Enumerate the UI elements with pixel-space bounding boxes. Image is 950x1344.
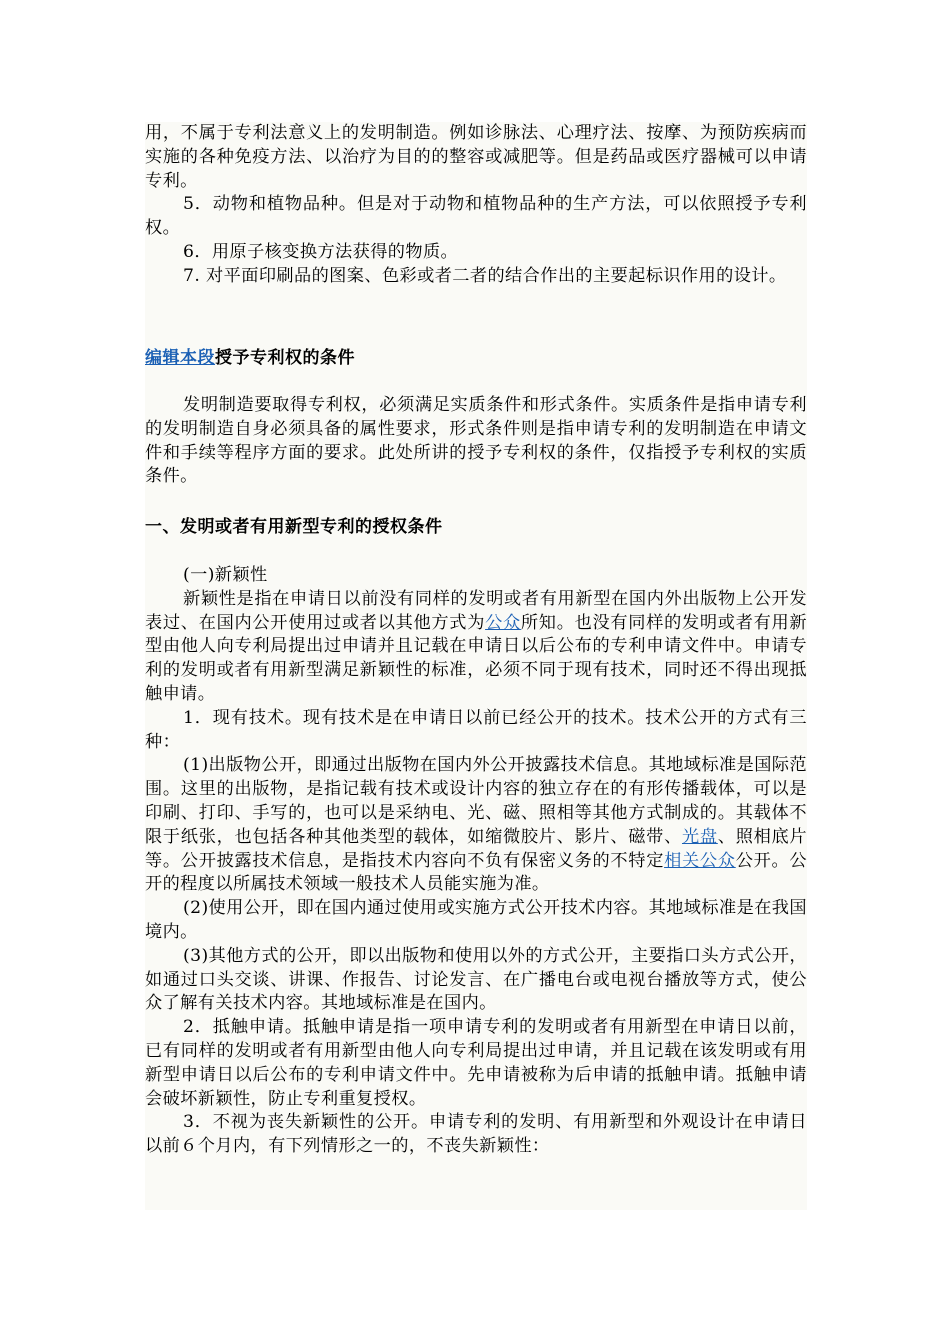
text-segment: 所知。也没有同样的发明或者有用新型由他人向专利局提出过申请并且记载在申请日以后公布的专利申请文件中。申请专利的发明或者有用新型满足新颖性的标准，必须不同于现有技术，同时还不得出现抵触申请。 [145, 612, 807, 704]
paragraph-other-disclosure: (3)其他方式的公开，即以出版物和使用以外的方式公开，主要指口头方式公开，如通过口头交谈、讲课、作报告、讨论发言、在广播电台或电视台播放等方式，使公众了解有关技术内容。其地域标准是在国内。 [145, 945, 807, 1014]
paragraph-grace-period: 3．不视为丧失新颖性的公开。申请专利的发明、有用新型和外观设计在申请日以前６个月内，有下列情形之一的，不丧失新颖性： [145, 1112, 807, 1157]
link-guangpan[interactable]: 光盘 [681, 826, 718, 847]
document-content [145, 122, 807, 1210]
text-segment: (1)出版物公开，即通过出版物在国内外公开披露技术信息。其地域标准是国际范围。这里的出版物，是指记载有技术或设计内容的独立存在的有形传播载体，可以是印刷、打印、手写的，也可以是采纳电、光、磁、照相等其他方式制成的。其载体不限于纸张，也包括各种其他类型的载体，如缩微胶片、影片、磁带、 [145, 755, 807, 847]
text-segment: 公开。公开的程度以所属技术领域一般技术人员能实施为准。 [145, 850, 807, 895]
paragraph-group-novelty [145, 564, 807, 1159]
paragraph-intro: 发明制造要取得专利权，必须满足实质条件和形式条件。实质条件是指申请专利的发明制造自身必须具备的属性要求，形式条件则是指申请专利的发明制造在申请文件和手续等程序方面的要求。此处所讲的授予专利权的条件，仅指授予专利权的实质条件。 [145, 395, 807, 487]
paragraph-continuation: 用，不属于专利法意义上的发明制造。例如诊脉法、心理疗法、按摩、为预防疾病而实施的各种免疫方法、以治疗为目的的整容或减肥等。但是药品或医疗器械可以申请专利。 [145, 123, 807, 191]
paragraph-item-7: 7. 对平面印刷品的图案、色彩或者二者的结合作出的主要起标识作用的设计。 [183, 265, 787, 286]
paragraph-use-disclosure: (2)使用公开，即在国内通过使用或实施方式公开技术内容。其地域标准是在我国境内。 [145, 898, 807, 942]
section-title: 授予专利权的条件 [215, 348, 355, 368]
link-gongzhong[interactable]: 公众 [485, 612, 521, 633]
paragraph-item-5: 5．动物和植物品种。但是对于动物和植物品种的生产方法，可以依照授予专利权。 [145, 194, 807, 239]
paragraph-novelty-definition [145, 588, 807, 707]
paragraph-item-6: 6．用原子核变换方法获得的物质。 [183, 241, 459, 262]
edit-section-link[interactable]: 编辑本段 [145, 348, 215, 368]
subheading-novelty: (一)新颖性 [183, 565, 268, 585]
section-heading-conditions [145, 346, 807, 370]
text-segment: 新颖性是指在申请日以前没有同样的发明或者有用新型在国内外出版物上公开发表过、在国内公开使用过或者以其他方式为 [145, 588, 807, 633]
paragraph-conflicting-application: 2．抵触申请。抵触申请是指一项申请专利的发明或者有用新型在申请日以前，已有同样的发明或者有用新型由他人向专利局提出过申请，并且记载在该发明或有用新型申请日以后公布的专利申请文件中。先申请被称为后申请的抵触申请。抵触申请会破坏新颖性，防止专利重复授权。 [145, 1017, 807, 1109]
link-xiangguan-gongzhong[interactable]: 相关公众 [664, 850, 736, 871]
paragraph-group-intro [145, 394, 807, 489]
paragraph-prior-art: 1．现有技术。现有技术是在申请日以前已经公开的技术。技术公开的方式有三种： [145, 707, 807, 752]
paragraph-publication-disclosure [145, 754, 807, 897]
section-heading-invention-conditions: 一、发明或者有用新型专利的授权条件 [145, 517, 443, 537]
text-segment: 、照相底片等。公开披露技术信息，是指技术内容向不负有保密义务的不特定 [145, 826, 807, 871]
paragraph-group-exclusions [145, 122, 807, 289]
